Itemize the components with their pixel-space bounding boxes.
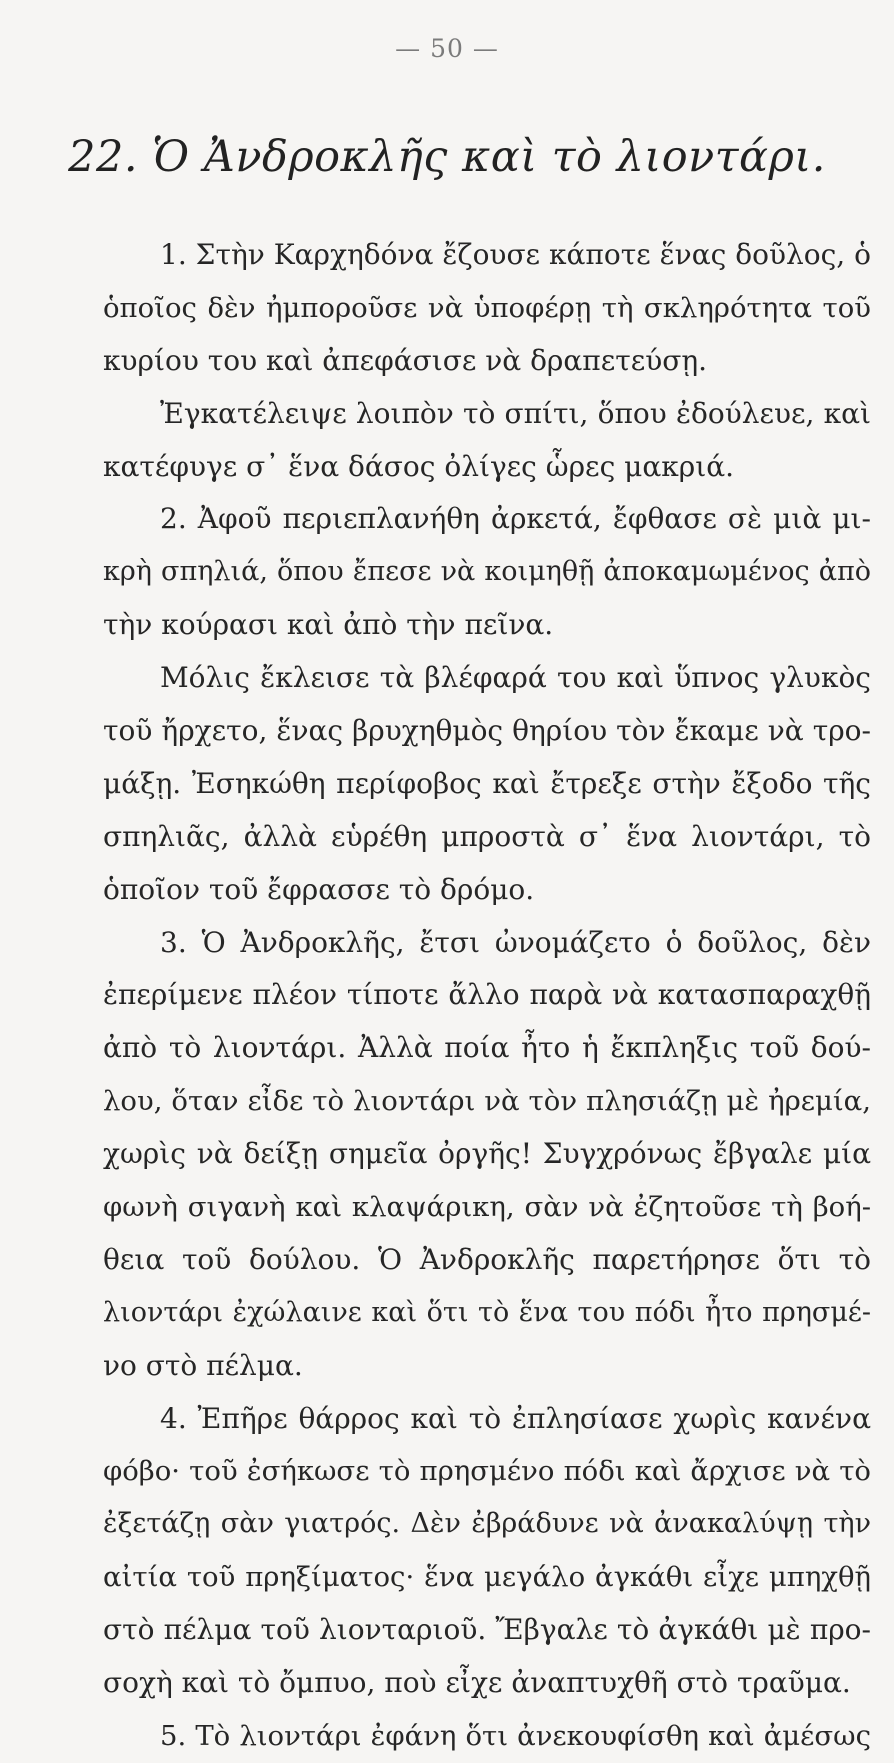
text-line: τὴν κούρασι καὶ ἀπὸ τὴν πεῖνα. [103, 608, 554, 642]
text-line: μάξῃ. Ἐσηκώθη περίφοβος καὶ ἔτρεξε στὴν ἔξοδο τῆς [103, 766, 871, 800]
text-line: ἀπὸ τὸ λιοντάρι. Ἀλλὰ ποία ἦτο ἡ ἔκπληξις τοῦ δού- [103, 1031, 871, 1065]
text-line: 2. Ἀφοῦ περιεπλανήθη ἀρκετά, ἔφθασε σὲ μιὰ μι- [160, 502, 871, 536]
text-line: φόβο· τοῦ ἐσήκωσε τὸ πρησμένο πόδι καὶ ἄρχισε νὰ τὸ [103, 1455, 871, 1488]
text-line: τοῦ ἤρχετο, ἕνας βρυχηθμὸς θηρίου τὸν ἔκαμε νὰ τρο- [103, 714, 871, 748]
text-line: λου, ὅταν εἶδε τὸ λιοντάρι νὰ τὸν πλησιάζῃ μὲ ἠρεμία, [103, 1085, 871, 1118]
text-line: ὁποῖος δὲν ἠμποροῦσε νὰ ὑποφέρῃ τὴ σκληρότητα τοῦ [103, 291, 871, 324]
text-line: σοχὴ καὶ τὸ ὄμπυο, ποὺ εἶχε ἀναπτυχθῆ στὸ τραῦμα. [103, 1666, 851, 1700]
text-line: νο στὸ πέλμα. [103, 1348, 303, 1382]
text-line: 1. Στὴν Καρχηδόνα ἔζουσε κάποτε ἕνας δοῦλος, ὁ [160, 238, 871, 271]
body-text [103, 229, 871, 1763]
text-line: 4. Ἐπῆρε θάρρος καὶ τὸ ἐπλησίασε χωρὶς κανένα [160, 1401, 871, 1435]
text-line: ἐπερίμενε πλέον τίποτε ἄλλο παρὰ νὰ κατασπαραχθῇ [103, 978, 871, 1012]
page-number: — 50 — [395, 34, 499, 63]
text-line: Ἐγκατέλειψε λοιπὸν τὸ σπίτι, ὅπου ἐδούλευε, καὶ [160, 396, 871, 430]
text-line: σπηλιᾶς, ἀλλὰ εὑρέθη μπροστὰ σ᾽ ἕνα λιοντάρι, τὸ [103, 819, 871, 853]
text-line: στὸ πέλμα τοῦ λιονταριοῦ. Ἔβγαλε τὸ ἀγκάθι μὲ προ- [103, 1613, 871, 1647]
text-line: λιοντάρι ἐχώλαινε καὶ ὅτι τὸ ἕνα του πόδι ἦτο πρησμέ- [103, 1296, 871, 1328]
text-line: αἰτία τοῦ πρηξίματος· ἕνα μεγάλο ἀγκάθι εἶχε μπηχθῇ [103, 1561, 871, 1594]
text-line: ἐξετάζῃ σὰν γιατρός. Δὲν ἐβράδυνε νὰ ἀνακαλύψῃ τὴν [103, 1508, 871, 1540]
text-line: φωνὴ σιγανὴ καὶ κλαψάρικη, σὰν νὰ ἐζητοῦσε τὴ βοή- [103, 1191, 871, 1224]
text-line: κρὴ σπηλιά, ὅπου ἔπεσε νὰ κοιμηθῇ ἀποκαμωμένος ἀπὸ [103, 556, 871, 588]
text-line: 5. Τὸ λιοντάρι ἐφάνη ὅτι ἀνεκουφίσθη καὶ ἀμέσως [160, 1719, 871, 1752]
text-line: χωρὶς νὰ δείξῃ σημεῖα ὀργῆς! Συγχρόνως ἔβγαλε μία [103, 1137, 871, 1171]
text-line: 3. Ὁ Ἀνδροκλῆς, ἔτσι ὠνομάζετο ὁ δοῦλος, δὲν [160, 925, 871, 959]
text-line: Μόλις ἔκλεισε τὰ βλέφαρά του καὶ ὕπνος γλυκὸς [160, 661, 871, 695]
text-line: θεια τοῦ δούλου. Ὁ Ἀνδροκλῆς παρετήρησε ὅτι τὸ [103, 1242, 871, 1276]
text-line: κυρίου του καὶ ἀπεφάσισε νὰ δραπετεύσῃ. [103, 343, 708, 377]
text-line: κατέφυγε σ᾽ ἕνα δάσος ὀλίγες ὧρες μακριά. [103, 449, 734, 483]
chapter-title: 22. Ὁ Ἀνδροκλῆς καὶ τὸ λιοντάρι. [68, 132, 826, 182]
text-line: ὁποῖον τοῦ ἔφρασσε τὸ δρόμο. [103, 872, 535, 906]
